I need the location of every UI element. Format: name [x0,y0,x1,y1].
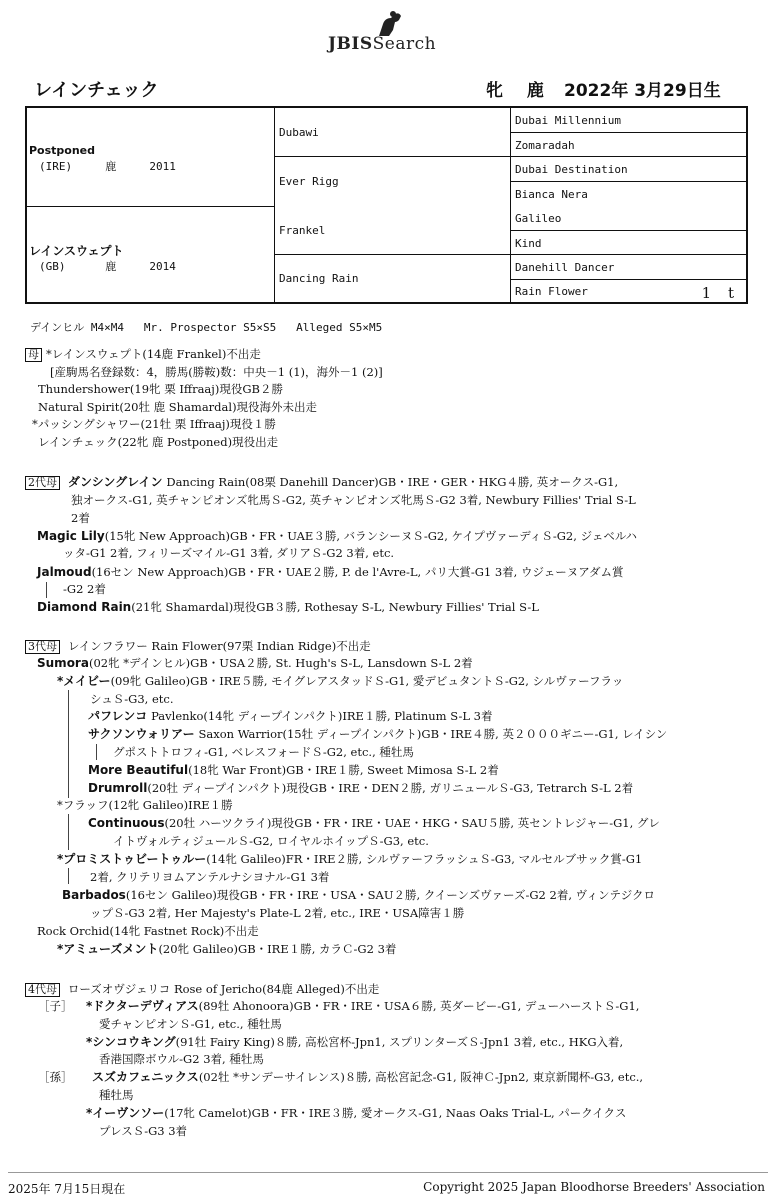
family-line [86,1106,626,1121]
line-text: Saxon Warrior(15牡 ディープインパクト)GB・IRE４勝, 英２０００ギニー-G1, レイシン [198,727,668,741]
family-line [88,727,667,742]
line-text: *パッシングシャワー(21牡 栗 Iffraaj)現役１勝 [32,417,276,431]
pedigree-sire-cell [27,108,274,207]
family-line [38,999,73,1014]
family-line [37,529,637,544]
line-text: (14牝 Galileo)FR・IRE２勝, シルヴァーフラッシュＳ-G3, マルセルブサック賞-G1 [206,852,643,866]
family-line [37,924,259,939]
line-text: レインチェック(22牝 鹿 Postponed)現役出走 [38,435,279,449]
family-line [57,674,623,689]
tree-connector [68,868,69,884]
tree-connector [68,814,69,850]
horse-link[interactable]: *シンコウキング [86,1035,176,1049]
dam-info: (GB) 鹿 2014 [39,260,176,273]
horse-link[interactable]: *メイビー [57,674,111,688]
family-line [38,400,317,415]
line-text: [産駒馬名登録数：4，勝馬(勝鞍)数：中央－1 (1)，海外－1 (2)] [50,365,383,379]
family-line [90,870,329,885]
dam-name: レインスウェプト [29,244,124,258]
horse-link[interactable]: Sumora [37,656,89,670]
horse-header [30,76,750,102]
pedigree-g3-cell[interactable]: Kind [515,236,542,250]
family-line [50,365,383,380]
pedigree-g3-cell[interactable]: Danehill Dancer [515,260,615,274]
line-text: (16セン Galileo)現役GB・FR・IRE・USA・SAU２勝, クイーンズヴァーズ-G2 2着, ヴィンテジクロ [125,888,656,902]
footer-copyright: Copyright 2025 Japan Bloodhorse Breeders' Association [423,1180,765,1194]
family-line [113,745,414,760]
line-text: グポストトロフィ-G1, ベレスフォードＳ-G2, etc., 種牡馬 [113,745,414,759]
family-line [88,781,633,796]
relation-label: ［子］ [38,999,73,1013]
line-text: Thundershower(19牝 栗 Iffraaj)現役GB２勝 [38,382,283,396]
line-text: (09牝 Galileo)GB・IRE５勝, モイグレアスタッドＳ-G1, 愛デビュタントＳ-G2, シルヴァーフラッ [110,674,624,688]
line-text: Dancing Rain(08栗 Danehill Dancer)GB・IRE・GER・HKG４勝, 英オークス-G1, [166,475,619,489]
family-line [37,565,623,580]
pedigree-g3-cell[interactable]: Zomaradah [515,138,575,152]
family-line [38,382,283,397]
family-line [57,798,233,813]
line-text: (17牝 Camelot)GB・FR・IRE３勝, 愛オークス-G1, Naas Oaks Trial-L, パークイクス [164,1106,627,1120]
tree-connector [68,690,69,798]
line-text: (20牡 ハーツクライ)現役GB・FR・IRE・UAE・HKG・SAU５勝, 英セントレジャー-G1, グレ [164,816,660,830]
footer-divider [8,1172,768,1173]
line-text: (15牝 New Approach)GB・FR・UAE３勝, バランシーヌＳ-G2, ケイプヴァーディＳ-G2, ジェベルハ [104,529,638,543]
pedigree-g2-cell[interactable]: Dubawi [279,125,319,139]
pedigree-g2-cell[interactable]: Ever Rigg [279,174,339,188]
family-line [57,852,642,867]
family-line [90,692,174,707]
horse-link[interactable]: パフレンコ [88,709,148,723]
horse-link[interactable]: Barbados [62,888,126,902]
line-text: プレスＳ-G3 3着 [99,1124,188,1138]
family-line [25,982,379,997]
family-line [92,1070,643,1085]
horse-link[interactable]: サクソンウォリアー [88,727,195,741]
section-tag-4th-dam: 4代母 [25,983,60,997]
line-text: (91牡 Fairy King)８勝, 高松宮杯-Jpn1, スプリンターズＳ-Jpn1 3着, etc., HKG入着, [175,1035,624,1049]
family-line [86,1035,623,1050]
family-line [99,1052,264,1067]
logo-jbis: JBIS [328,34,373,54]
line-text: (16セン New Approach)GB・FR・UAE２勝, P. de l'Avre-L, パリ大賞-G1 3着, ウジェーヌアダム賞 [91,565,624,579]
line-text: シュＳ-G3, etc. [90,692,174,706]
pedigree-g3-cell[interactable]: Rain Flower [515,284,588,298]
relation-label: ［孫］ [38,1070,73,1084]
family-line [90,906,464,921]
line-text: 香港国際ボウル-G2 3着, 種牡馬 [99,1052,264,1066]
line-text: (02牝 *デインヒル)GB・USA２勝, St. Hugh's S-L, Lansdown S-L 2着 [88,656,473,670]
line-text: *フラッフ(12牝 Galileo)IRE１勝 [57,798,233,812]
family-line [88,816,660,831]
section-tag-2nd-dam: 2代母 [25,476,60,490]
line-text: 独オークス-G1, 英チャンピオンズ牝馬Ｓ-G2, 英チャンピオンズ牝馬Ｓ-G2 3着, Newbury Fillies' Trial S-L [71,493,636,507]
line-text: (20牡 ディープインパクト)現役GB・IRE・DEN２勝, ガリニュールＳ-G3, Tetrarch S-L 2着 [147,781,634,795]
line-text: 愛チャンピオンＳ-G1, etc., 種牡馬 [99,1017,282,1031]
pedigree-g2-cell[interactable]: Dancing Rain [279,272,359,285]
family-line [88,763,499,778]
family-line [63,546,394,561]
line-text: Pavlenko(14牝 ディープインパクト)IRE１勝, Platinum S-L 3着 [151,709,493,723]
horse-link[interactable]: *イーヴンソー [86,1106,165,1120]
logo-search: Search [372,34,437,54]
line-text: *レインスウェプト(14鹿 Frankel)不出走 [46,347,261,361]
family-line [25,639,371,654]
line-text: (18牝 War Front)GB・IRE１勝, Sweet Mimosa S-L 2着 [188,763,499,777]
family-line [38,435,278,450]
horse-link[interactable]: *アミューズメント [57,942,159,956]
sire-info: (IRE) 鹿 2011 [39,160,176,173]
line-text: 種牡馬 [99,1088,134,1102]
family-line [37,600,539,615]
logo-text [328,33,436,54]
line-text: (89牡 Ahonoora)GB・FR・IRE・USA６勝, 英ダービー-G1, デューハーストＳ-G1, [198,999,640,1013]
inbreeding-info: デインヒル M4×M4 Mr. Prospector S5×S5 Alleged S5×M5 [30,321,383,334]
section-tag-dam: 母 [25,348,42,362]
line-text: 2着 [71,511,90,525]
footer-date: 2025年 7月15日現在 [8,1182,126,1196]
line-text: Rock Orchid(14牝 Fastnet Rock)不出走 [37,924,259,938]
pedigree-g2-cell[interactable]: Frankel [279,223,326,237]
line-text: (20牝 Galileo)GB・IRE１勝, カラＣ-G2 3着 [158,942,397,956]
family-line [113,834,429,849]
pedigree-g3-cell[interactable]: Dubai Destination [515,162,628,176]
family-line [38,1070,73,1085]
line-text: 2着, クリテリヨムアンテルナシヨナル-G1 3着 [90,870,330,884]
horse-link[interactable]: Jalmoud [37,565,92,579]
family-line [86,999,639,1014]
family-line [99,1017,282,1032]
line-text: ローズオヴジェリコ Rose of Jericho(84鹿 Alleged)不出走 [67,982,380,996]
family-line [32,417,276,432]
family-line [71,511,90,526]
horse-link[interactable]: Magic Lily [37,529,105,543]
line-text: イトヴォルティジュールＳ-G2, ロイヤルホイップＳ-G3, etc. [113,834,429,848]
pedigree-dam-cell [27,206,274,302]
family-line [37,656,473,671]
family-line [99,1088,134,1103]
horse-sex-color: 牝 鹿 [486,81,553,101]
line-text: (21牝 Shamardal)現役GB３勝, Rothesay S-L, Newbury Fillies' Trial S-L [131,600,539,614]
line-text: -G2 2着 [63,582,106,596]
horse-link[interactable]: ダンシングレイン [67,475,163,489]
pedigree-g3-cell[interactable]: Galileo [515,211,562,225]
horse-birth-date: 2022年 3月29日生 [564,81,721,101]
family-line [25,347,261,362]
horse-link[interactable]: Diamond Rain [37,600,132,614]
horse-link[interactable]: Continuous [88,816,165,830]
horse-link[interactable]: Drumroll [88,781,148,795]
horse-link[interactable]: More Beautiful [88,763,189,777]
line-text: ッタ-G1 2着, フィリーズマイル-G1 3着, ダリアＳ-G2 3着, etc. [63,546,395,560]
line-text: Natural Spirit(20牡 鹿 Shamardal)現役海外未出走 [38,400,318,414]
family-line [71,493,636,508]
section-tag-3rd-dam: 3代母 [25,640,60,654]
color-tag: 1 t [701,284,740,302]
tree-connector [96,744,97,760]
horse-link[interactable]: *ドクターデヴィアス [86,999,199,1013]
family-line [25,475,618,490]
horse-name: レインチェック [34,80,159,101]
site-logo[interactable] [0,8,775,54]
line-text: (02牡 *サンデーサイレンス)８勝, 高松宮記念-G1, 阪神Ｃ-Jpn2, 東京新聞杯-G3, etc., [198,1070,644,1084]
family-line [99,1124,187,1139]
horse-link[interactable]: *プロミストゥビートゥルー [57,852,207,866]
line-text: レインフラワー Rain Flower(97栗 Indian Ridge)不出走 [67,639,371,653]
horse-link[interactable]: スズカフェニックス [92,1070,199,1084]
line-text: ップＳ-G3 2着, Her Majesty's Plate-L 2着, etc., IRE・USA障害１勝 [90,906,465,920]
pedigree-g3-cell[interactable]: Dubai Millennium [515,113,621,127]
family-line [62,888,655,903]
pedigree-table [25,106,748,304]
family-line [63,582,106,597]
tree-connector [46,582,47,598]
pedigree-g3-cell[interactable]: Bianca Nera [515,187,588,201]
family-line [88,709,493,724]
family-line [57,942,396,957]
sire-name: Postponed [29,144,96,157]
